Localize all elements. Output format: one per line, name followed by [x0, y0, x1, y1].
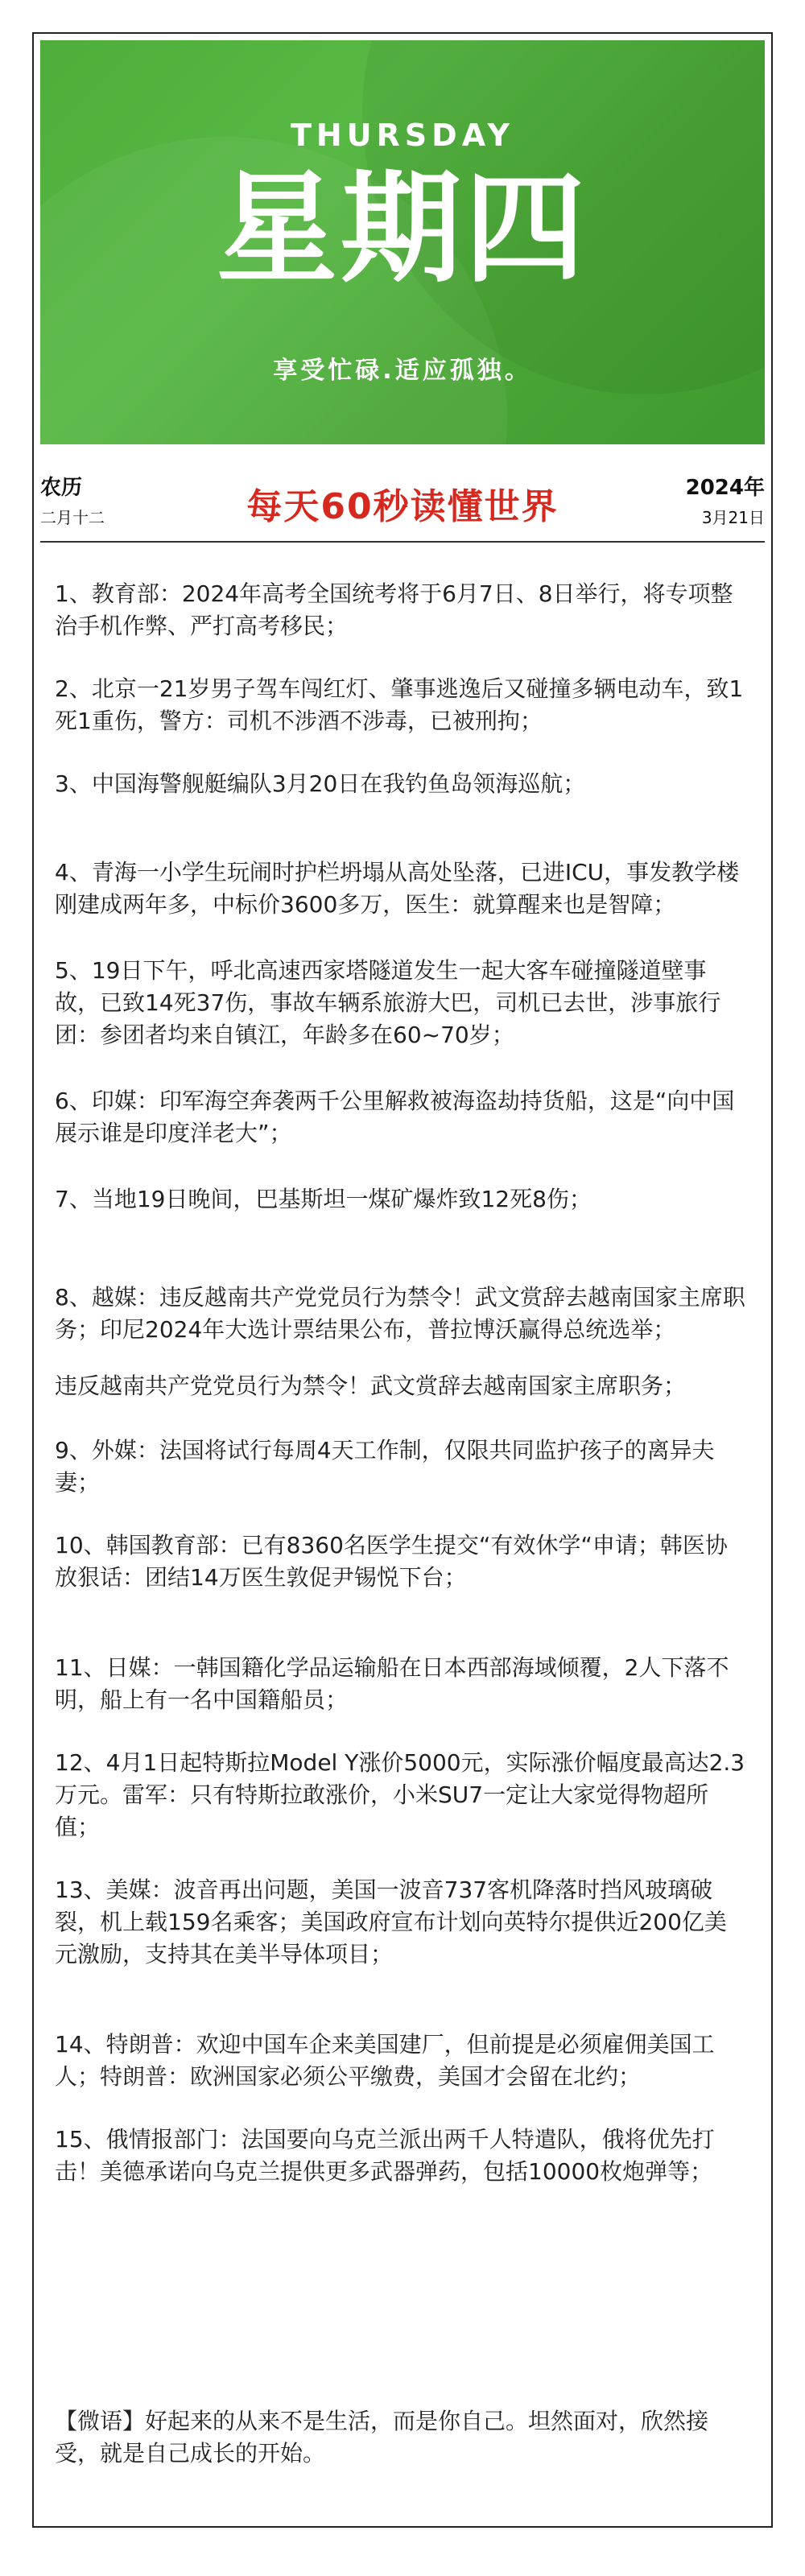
news-item: 3、中国海警舰艇编队3月20日在我钓鱼岛领海巡航； [55, 770, 586, 797]
weekday-chinese: 星期四 [216, 159, 588, 299]
banner-slogan: 享受忙碌.适应孤独。 [273, 357, 532, 385]
news-item: 9、外媒：法国将试行每周4天工作制，仅限共同监护孩子的离异夫妻； [55, 1437, 715, 1496]
weekday-banner [40, 40, 765, 444]
news-item: 5、19日下午，呼北高速西家塔隧道发生一起大客车碰撞隧道壁事故，已致14死37伤，事故车辆系旅游大巴，司机已去世，涉事旅行团：参团者均来自镇江，年龄多在60~70岁； [55, 957, 721, 1048]
lunar-label: 农历 [40, 476, 83, 500]
header-divider [40, 541, 765, 543]
weekday-english: THURSDAY [290, 118, 515, 153]
news-item: 7、当地19日晚间，巴基斯坦一煤矿爆炸致12死8伤； [55, 1186, 592, 1212]
date-bar [40, 463, 765, 535]
news-item: 8、越媒：违反越南共产党党员行为禁令！武文赏辞去越南国家主席职务；印尼2024年大选计票结果公布，普拉博沃赢得总统选举； [55, 1284, 745, 1343]
calendar-date: 3月21日 [701, 508, 765, 527]
news-item: 11、日媒：一韩国籍化学品运输船在日本西部海域倾覆，2人下落不明，船上有一名中国籍船员； [55, 1654, 729, 1713]
news-list [55, 578, 747, 2188]
news-item: 14、特朗普：欢迎中国车企来美国建厂，但前提是必须雇佣美国工人；特朗普：欧洲国家必须公平缴费，美国才会留在北约； [55, 2031, 715, 2090]
news-item: 违反越南共产党党员行为禁令！武文赏辞去越南国家主席职务； [55, 1373, 687, 1399]
news-item: 10、韩国教育部：已有8360名医学生提交“有效休学“申请；韩医协放狠话：团结14万医生敦促尹锡悦下台； [55, 1532, 728, 1591]
news-item: 4、青海一小学生玩闹时护栏坍塌从高处坠落，已进ICU，事发教学楼刚建成两年多，中标价3600多万，医生：就算醒来也是智障； [55, 859, 740, 918]
page-title: 每天60秒读懂世界 [246, 486, 559, 527]
news-item: 2、北京一21岁男子驾车闯红灯、肇事逃逸后又碰撞多辆电动车，致1死1重伤，警方：司机不涉酒不涉毒，已被刑拘； [55, 675, 744, 734]
news-item: 13、美媒：波音再出问题，美国一波音737客机降落时挡风玻璃破裂，机上载159名乘客；美国政府宣布计划向英特尔提供近200亿美元激励，支持其在美半导体项目； [55, 1876, 727, 1967]
daily-quote: 【微语】好起来的从来不是生活，而是你自己。坦然面对，欣然接受，就是自己成长的开始。 [55, 2408, 709, 2467]
lunar-date: 二月十二 [40, 508, 105, 527]
news-item: 1、教育部：2024年高考全国统考将于6月7日、8日举行，将专项整治手机作弊、严打高考移民； [55, 580, 733, 639]
year-label: 2024年 [685, 476, 765, 500]
news-item: 6、印媒：印军海空奔袭两千公里解救被海盗劫持货船，这是“向中国展示谁是印度洋老大”； [55, 1088, 735, 1146]
news-item: 15、俄情报部门：法国要向乌克兰派出两千人特遣队，俄将优先打击！美德承诺向乌克兰提供更多武器弹药，包括10000枚炮弹等； [55, 2126, 715, 2185]
news-item: 12、4月1日起特斯拉Model Y涨价5000元，实际涨价幅度最高达2.3万元。雷军：只有特斯拉敢涨价，小米SU7一定让大家觉得物超所值； [55, 1749, 745, 1840]
